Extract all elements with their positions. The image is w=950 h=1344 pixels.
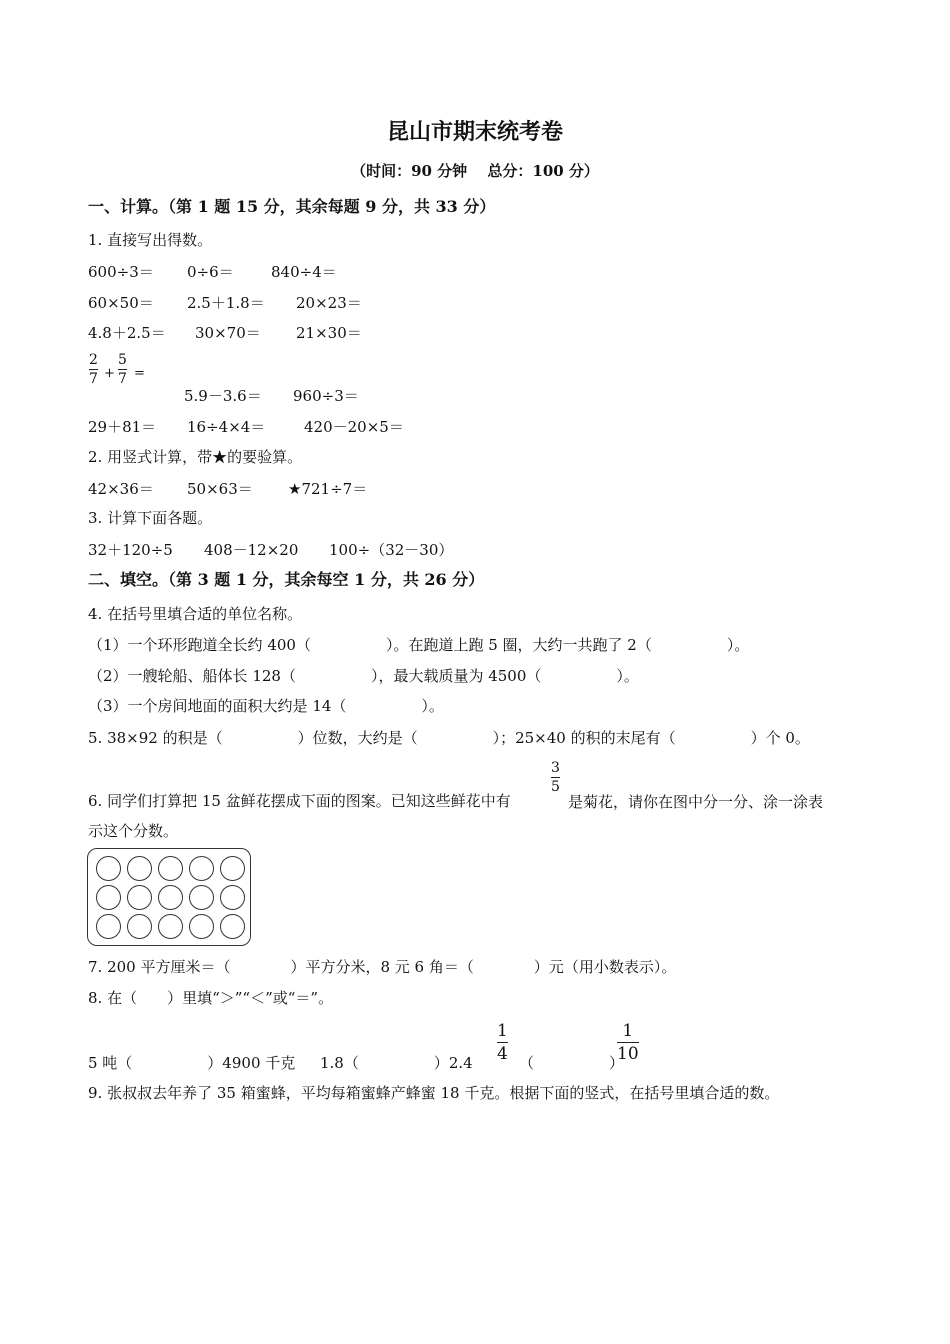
fraction-two-sevenths [89,352,98,387]
section2-heading: 二、填空。（第 3 题 1 分，其余每空 1 分，共 26 分） [88,570,485,589]
q1-item: 960÷3＝ [293,387,359,405]
q1-item: 4.8＋2.5＝ [88,324,166,342]
q8-prompt: 8. 在（ ）里填“＞”“＜”或“＝”。 [88,989,334,1007]
q1-item: 30×70＝ [195,324,261,342]
q1-item: 16÷4×4＝ [187,418,266,436]
exam-info: （时间：90 分钟 总分：100 分） [351,162,599,180]
q1-item: 5.9－3.6＝ [184,387,262,405]
q4-prompt: 4. 在括号里填合适的单位名称。 [88,605,303,623]
flower-pot-circle[interactable] [96,885,121,910]
q1-item: 29＋81＝ [88,418,157,436]
q3-item: 32＋120÷5 [88,541,173,559]
flower-pot-circle[interactable] [220,914,245,939]
q2-item: 50×63＝ [187,480,253,498]
page-title: 昆山市期末统考卷 [386,119,563,145]
q2-item: ★721÷7＝ [288,480,368,498]
fraction-numerator: 1 [497,1021,508,1041]
flower-pot-circle[interactable] [127,885,152,910]
flower-pot-circle[interactable] [220,885,245,910]
fraction-denominator: 4 [497,1044,508,1064]
q4-line: （1）一个环形跑道全长约 400（ ）。在跑道上跑 5 圈，大约一共跑了 2（ ）。 [88,636,750,654]
q1-item: 600÷3＝ [88,263,154,281]
q4-line: （3）一个房间地面的面积大约是 14（ ）。 [88,697,444,715]
fraction-denominator: 5 [551,779,560,795]
fraction-numerator: 1 [622,1021,634,1041]
q8-compare-blank: （ ） [519,1054,625,1072]
q7-text: 7. 200 平方厘米＝（ ）平方分米，8 元 6 角＝（ ）元（用小数表示）。 [88,958,677,976]
q9-text: 9. 张叔叔去年养了 35 箱蜜蜂，平均每箱蜜蜂产蜂蜜 18 千克。根据下面的竖式，在括号里填合适的数。 [88,1084,780,1102]
q1-item: 840÷4＝ [271,263,337,281]
flower-pot-circle[interactable] [127,914,152,939]
q4-line: （2）一艘轮船、船体长 128（ ），最大载质量为 4500（ ）。 [88,667,639,685]
q6-text-line2: 示这个分数。 [88,822,179,840]
q2-item: 42×36＝ [88,480,154,498]
q5-text: 5. 38×92 的积是（ ）位数，大约是（ ）；25×40 的积的末尾有（ ）个 0。 [88,729,810,747]
flower-pot-circle[interactable] [127,856,152,881]
q6-text-after: 是菊花，请你在图中分一分、涂一涂表 [568,793,824,811]
fraction-denominator: 7 [118,371,127,387]
flower-pot-circle[interactable] [189,914,214,939]
flower-pot-circle[interactable] [220,856,245,881]
fraction-denominator: 7 [89,371,98,387]
flower-pot-circle[interactable] [158,856,183,881]
fraction-five-sevenths [118,352,127,387]
flower-pot-circle[interactable] [158,885,183,910]
q3-item: 100÷（32－30） [329,541,454,559]
fraction-three-fifths [551,760,560,795]
q1-item: 420－20×5＝ [304,418,404,436]
flower-pot-pattern[interactable] [87,848,251,946]
flower-pot-circle[interactable] [158,914,183,939]
flower-pot-circle[interactable] [189,885,214,910]
fraction-numerator: 3 [551,760,560,776]
fraction-one-fourth [497,1021,508,1064]
q2-prompt: 2. 用竖式计算，带★的要验算。 [88,448,303,466]
q8-compare-a: 5 吨（ ）4900 千克 [88,1054,296,1072]
q3-item: 408－12×20 [204,541,299,559]
flower-pot-circle[interactable] [189,856,214,881]
fraction-numerator: 2 [89,352,98,368]
plus-sign: + [104,366,115,381]
flower-pot-circle[interactable] [96,914,121,939]
q1-prompt: 1. 直接写出得数。 [88,231,213,249]
q3-prompt: 3. 计算下面各题。 [88,509,213,527]
fraction-one-tenth [617,1021,639,1064]
section1-heading: 一、计算。（第 1 题 15 分，其余每题 9 分，共 33 分） [88,197,496,216]
q1-item: 2.5＋1.8＝ [187,294,265,312]
equals-sign: = [134,366,145,381]
q6-text-before: 6. 同学们打算把 15 盆鲜花摆成下面的图案。已知这些鲜花中有 [88,792,511,810]
fraction-denominator: 10 [617,1044,639,1064]
fraction-numerator: 5 [118,352,127,368]
q1-item: 60×50＝ [88,294,154,312]
q1-item: 0÷6＝ [187,263,234,281]
q8-compare-b: 1.8（ ）2.4 [320,1054,473,1072]
flower-pot-circle[interactable] [96,856,121,881]
q1-item: 20×23＝ [296,294,362,312]
q1-item: 21×30＝ [296,324,362,342]
